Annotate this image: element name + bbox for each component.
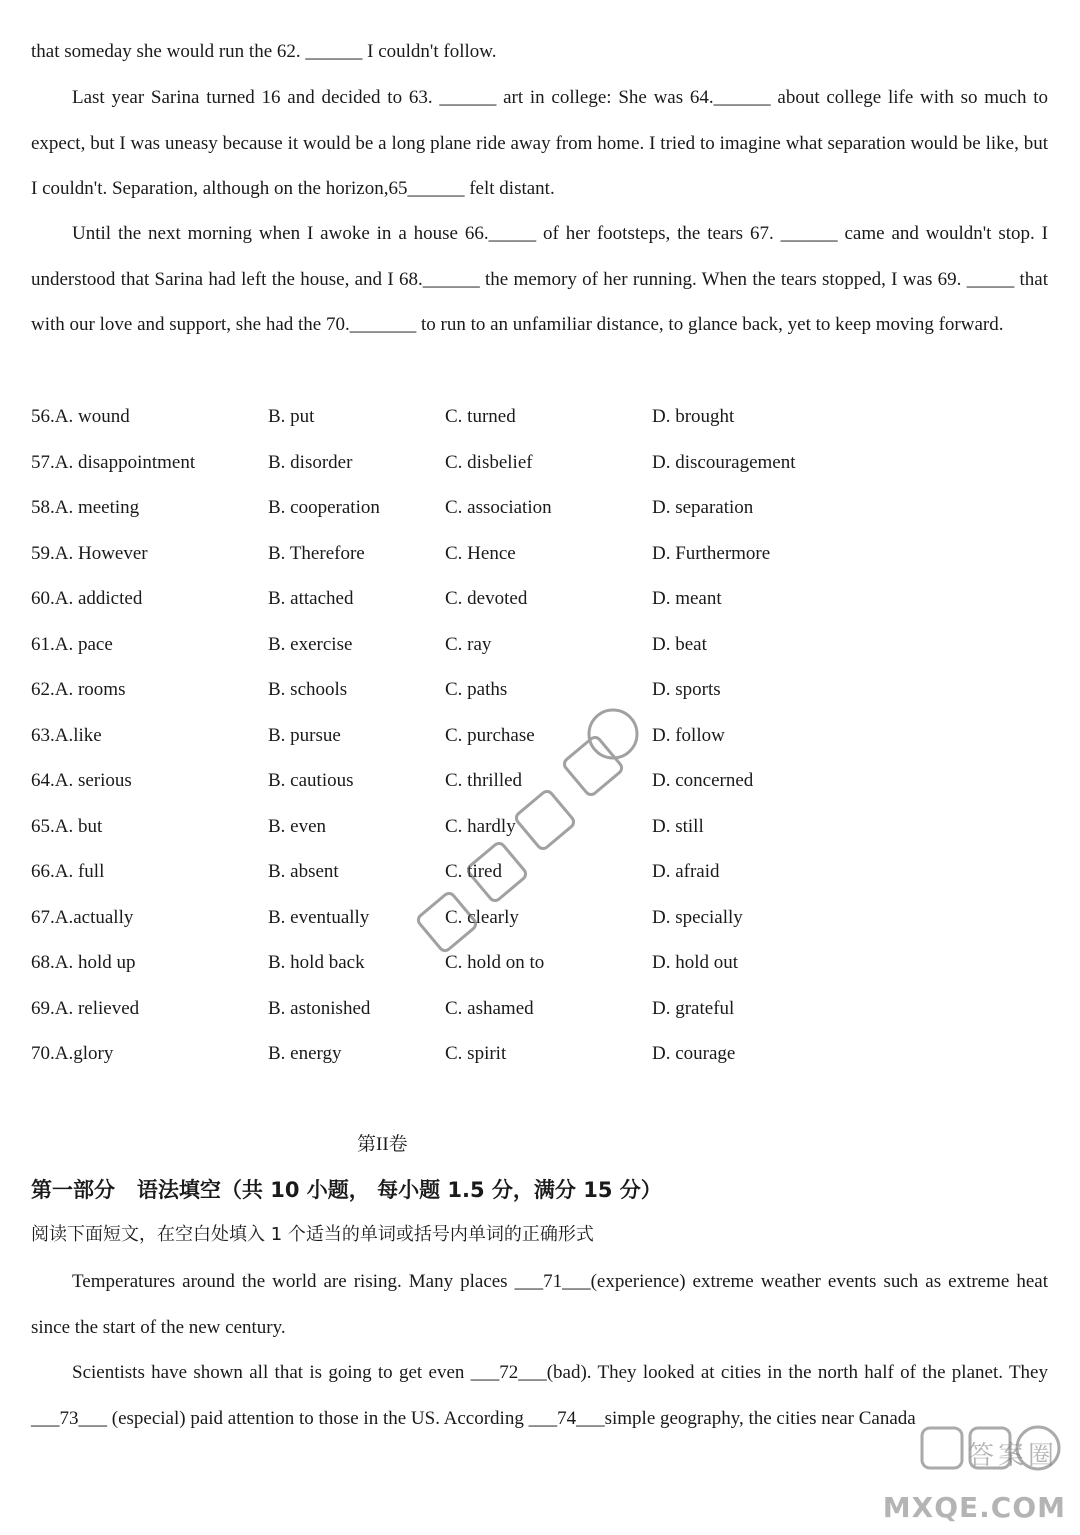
option-b: B. put [268, 406, 315, 427]
option-c: C. clearly [445, 906, 519, 928]
option-row [31, 948, 1048, 978]
option-row [31, 630, 1048, 660]
option-c: C. disbelief [445, 451, 533, 473]
option-a: 56.A. wound [31, 406, 130, 427]
option-c: C. association [445, 497, 552, 518]
option-a: 67.A.actually [31, 906, 134, 928]
passage-paragraph-63-65: Last year Sarina turned 16 and decided to 63. ______ art in college: She was 64.______ about college life with so much to expect, but I was uneasy because it would be a long plane ride away from home. I tried to imagine what separation would be like, but I couldn't. Separation, although on the horizon,65______ felt distant. [31, 87, 1048, 199]
option-c: C. spirit [445, 1043, 507, 1064]
option-c: C. ashamed [445, 997, 534, 1019]
option-b: B. pursue [268, 724, 341, 746]
option-row [31, 402, 1048, 432]
option-a: 58.A. meeting [31, 497, 140, 518]
option-d: D. hold out [652, 952, 739, 973]
option-a: 69.A. relieved [31, 997, 140, 1019]
option-row [31, 857, 1048, 887]
option-c: C. hardly [445, 815, 516, 837]
option-c: C. devoted [445, 588, 528, 609]
option-d: D. afraid [652, 861, 720, 882]
option-d: D. specially [652, 906, 743, 928]
option-b: B. eventually [268, 906, 370, 928]
option-a: 65.A. but [31, 815, 103, 837]
option-a: 62.A. rooms [31, 679, 126, 700]
option-d: D. concerned [652, 770, 754, 791]
passage-line-62: that someday she would run the 62. ______ I couldn't follow. [31, 41, 497, 62]
option-d: D. beat [652, 633, 707, 655]
option-d: D. brought [652, 406, 735, 427]
option-a: 59.A. However [31, 542, 148, 564]
option-a: 70.A.glory [31, 1043, 114, 1064]
option-a: 68.A. hold up [31, 952, 136, 973]
option-d: D. separation [652, 497, 754, 518]
option-b: B. hold back [268, 952, 365, 973]
option-a: 60.A. addicted [31, 588, 143, 609]
option-d: D. Furthermore [652, 542, 771, 564]
option-b: B. even [268, 815, 327, 837]
option-row [31, 903, 1048, 933]
option-row [31, 812, 1048, 842]
option-row [31, 1039, 1048, 1069]
watermark-url: MXQE.COM [882, 1491, 1066, 1524]
option-d: D. meant [652, 588, 722, 609]
option-c: C. hold on to [445, 952, 545, 973]
passage-paragraph-66-70: Until the next morning when I awoke in a house 66._____ of her footsteps, the tears 67. ______ came and wouldn't stop. I understood that Sarina had left the house, and I 68.______ the memory of her running. When the tears stopped, I was 69. _____ that with our love and support, she had the 70._______ to run to an unfamiliar distance, to glance back, yet to keep moving forward. [31, 223, 1048, 335]
option-row [31, 766, 1048, 796]
option-d: D. discouragement [652, 451, 796, 473]
option-b: B. energy [268, 1043, 342, 1064]
option-c: C. purchase [445, 724, 535, 746]
option-b: B. exercise [268, 633, 353, 655]
option-b: B. astonished [268, 997, 371, 1019]
option-c: C. ray [445, 633, 492, 655]
option-c: C. paths [445, 679, 508, 700]
option-c: C. turned [445, 406, 516, 427]
option-d: D. follow [652, 724, 725, 746]
option-a: 57.A. disappointment [31, 451, 196, 473]
option-b: B. absent [268, 861, 339, 882]
option-row [31, 448, 1048, 478]
volume-title: 第II卷 [357, 1134, 408, 1155]
option-b: B. attached [268, 588, 354, 609]
section-instruction: 阅读下面短文，在空白处填入 1 个适当的单词或括号内单词的正确形式 [31, 1224, 594, 1245]
option-row [31, 493, 1048, 523]
option-a: 61.A. pace [31, 633, 113, 655]
grammar-paragraph-72-74: Scientists have shown all that is going to get even ___72___(bad). They looked at cities in the north half of the planet. They ___73___ (especial) paid attention to those in the US. According ___74___simple geography, the cities near Canada [31, 1362, 1048, 1429]
option-b: B. cautious [268, 770, 354, 791]
option-row [31, 675, 1048, 705]
option-d: D. courage [652, 1043, 736, 1064]
option-a: 66.A. full [31, 861, 105, 882]
option-d: D. still [652, 815, 704, 837]
option-b: B. schools [268, 679, 348, 700]
option-c: C. thrilled [445, 770, 523, 791]
option-d: D. sports [652, 679, 721, 700]
option-c: C. tired [445, 861, 502, 882]
option-row [31, 539, 1048, 569]
watermark-text: 答案圈 [967, 1441, 1058, 1471]
option-row [31, 994, 1048, 1024]
option-a: 64.A. serious [31, 770, 132, 791]
option-c: C. Hence [445, 542, 516, 564]
grammar-paragraph-71: Temperatures around the world are rising. Many places ___71___(experience) extreme weather events such as extreme heat since the start of the new century. [31, 1271, 1048, 1338]
option-b: B. Therefore [268, 542, 365, 564]
option-a: 63.A.like [31, 724, 102, 746]
section-heading: 第一部分 语法填空（共 10 小题， 每小题 1.5 分，满分 15 分） [31, 1178, 662, 1202]
option-b: B. disorder [268, 451, 353, 473]
option-d: D. grateful [652, 997, 735, 1019]
option-b: B. cooperation [268, 497, 380, 518]
option-row [31, 721, 1048, 751]
option-row [31, 584, 1048, 614]
